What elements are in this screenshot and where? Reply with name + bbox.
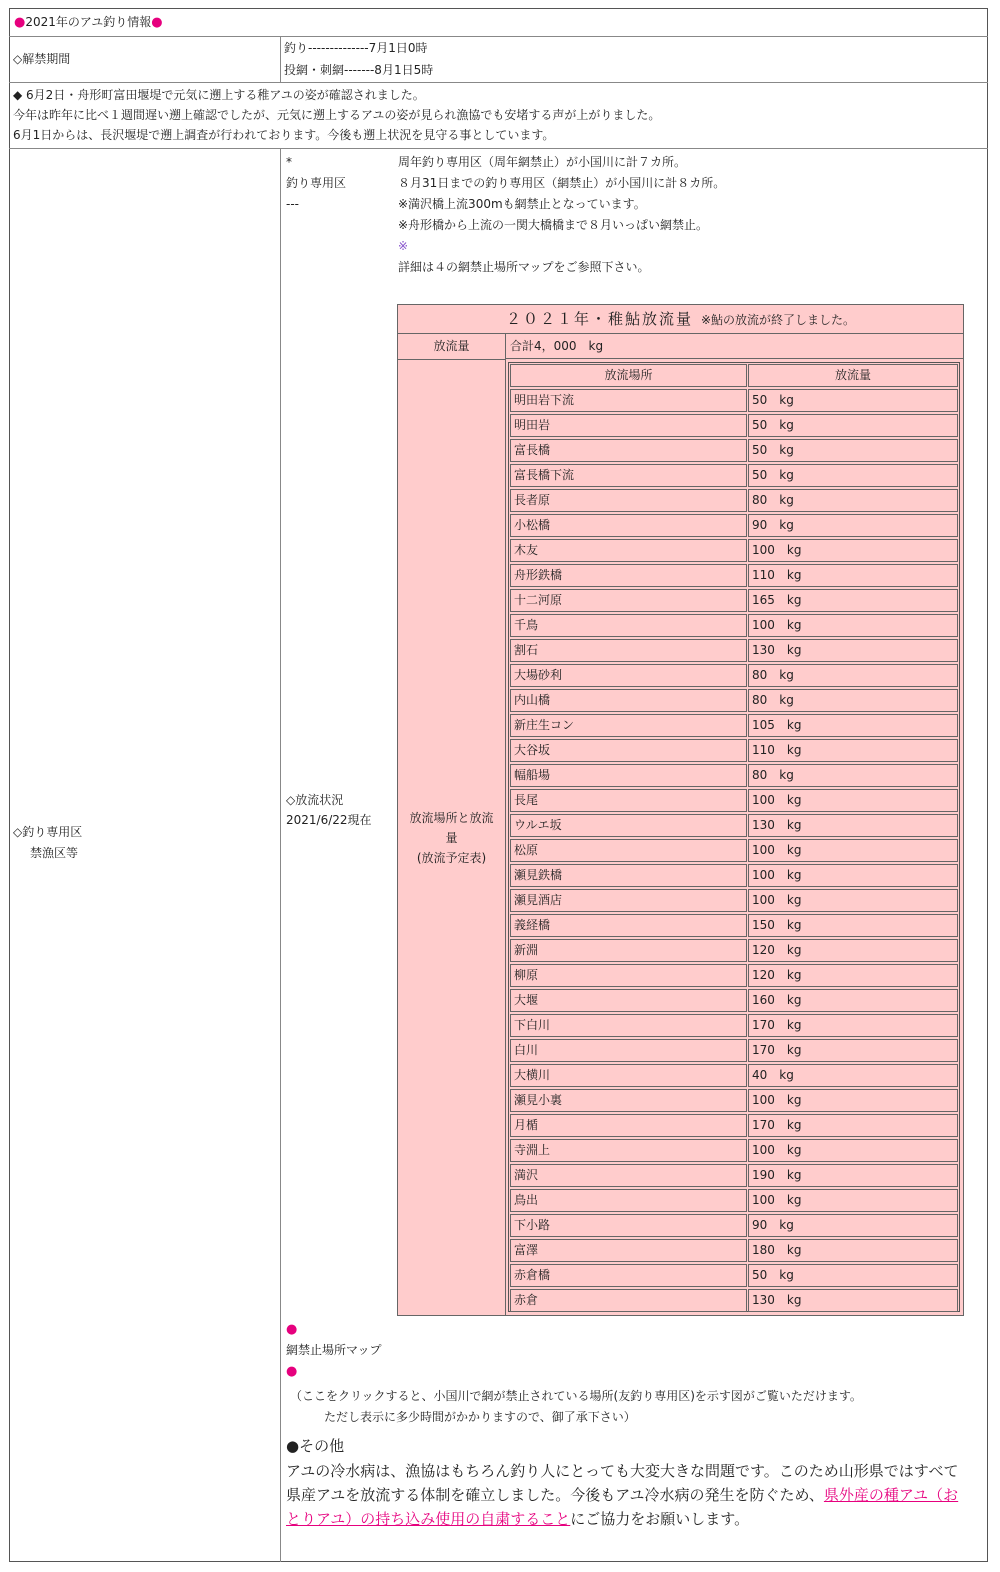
location-cell: 下白川 — [510, 1014, 747, 1037]
side-label-line: 量 — [445, 830, 458, 845]
stocking-table — [397, 304, 964, 1316]
table-row — [510, 489, 958, 512]
table-row — [510, 1164, 958, 1187]
other-text-end: にご協力をお願いします。 — [570, 1510, 750, 1528]
table-row — [510, 1064, 958, 1087]
location-cell: 瀬見小裏 — [510, 1089, 747, 1112]
location-cell: 月楯 — [510, 1114, 747, 1137]
release-status-date: 2021/6/22現在 — [286, 813, 372, 827]
table-row — [510, 889, 958, 912]
table-row — [510, 914, 958, 937]
stocking-title — [398, 305, 963, 334]
table-row — [510, 514, 958, 537]
amount-cell: 90 kg — [748, 514, 958, 537]
table-row — [510, 989, 958, 1012]
table-row — [510, 764, 958, 787]
amount-cell: 110 kg — [748, 739, 958, 762]
location-cell: 千鳥 — [510, 614, 747, 637]
location-cell: 瀬見鉄橋 — [510, 864, 747, 887]
location-cell: 長者原 — [510, 489, 747, 512]
amount-label: 放流量 — [398, 334, 506, 360]
amount-cell: 80 kg — [748, 689, 958, 712]
amount-cell: 160 kg — [748, 989, 958, 1012]
table-row — [510, 1189, 958, 1212]
location-cell: 松原 — [510, 839, 747, 862]
amount-cell: 100 kg — [748, 789, 958, 812]
location-cell: 新淵 — [510, 939, 747, 962]
stocking-title-text: ２０２１年・稚鮎放流量 — [505, 310, 693, 328]
location-cell: 明田岩 — [510, 414, 747, 437]
location-cell: 大堰 — [510, 989, 747, 1012]
side-label-line: (放流予定表) — [416, 850, 487, 865]
fishing-zone-line: 詳細は４の網禁止場所マップをご参照下さい。 — [398, 260, 650, 274]
amount-cell: 50 kg — [748, 1264, 958, 1287]
pink-dot-icon: ● — [286, 1322, 298, 1337]
location-cell: 富澤 — [510, 1239, 747, 1262]
amount-cell: 120 kg — [748, 939, 958, 962]
amount-cell: 170 kg — [748, 1014, 958, 1037]
amount-cell: 170 kg — [748, 1039, 958, 1062]
amount-cell: 80 kg — [748, 489, 958, 512]
table-row — [510, 1139, 958, 1162]
location-cell: 富長橋 — [510, 439, 747, 462]
amount-cell: 100 kg — [748, 614, 958, 637]
amount-cell: 190 kg — [748, 1164, 958, 1187]
amount-cell: 80 kg — [748, 764, 958, 787]
location-cell: 内山橋 — [510, 689, 747, 712]
season-fishing: 釣り--------------7月1日0時 — [284, 41, 428, 55]
location-cell: 白川 — [510, 1039, 747, 1062]
amount-cell: 110 kg — [748, 564, 958, 587]
table-row — [510, 1214, 958, 1237]
table-row — [510, 414, 958, 437]
table-row — [510, 689, 958, 712]
location-cell: 十二河原 — [510, 589, 747, 612]
location-cell: ウルエ坂 — [510, 814, 747, 837]
column-header-amount: 放流量 — [748, 364, 958, 387]
table-row — [510, 814, 958, 837]
location-cell: 大谷坂 — [510, 739, 747, 762]
table-row — [510, 389, 958, 412]
fishing-zone-dash: --- — [286, 197, 299, 211]
divider — [280, 36, 281, 83]
page-header — [14, 12, 163, 33]
amount-cell: 120 kg — [748, 964, 958, 987]
amount-cell: 130 kg — [748, 814, 958, 837]
other-heading: ●その他 — [286, 1437, 345, 1455]
amount-cell: 105 kg — [748, 714, 958, 737]
location-cell: 瀬見酒店 — [510, 889, 747, 912]
fishing-zone-line: 周年釣り専用区（周年網禁止）が小国川に計７カ所。 — [398, 155, 687, 169]
table-row — [510, 614, 958, 637]
amount-cell: 130 kg — [748, 1289, 958, 1312]
table-row — [510, 564, 958, 587]
map-note-line: （ここをクリックすると、小国川で網が禁止されている場所(友釣り専用区)を示す図がご覧いただけます。 — [290, 1389, 862, 1403]
pink-dot-icon: ● — [14, 15, 26, 30]
location-cell: 木友 — [510, 539, 747, 562]
location-cell: 大横川 — [510, 1064, 747, 1087]
amount-cell: 165 kg — [748, 589, 958, 612]
table-row — [510, 439, 958, 462]
amount-value: 合計4，000 kg — [506, 334, 963, 359]
table-row — [510, 739, 958, 762]
stocking-note: ※鮎の放流が終了しました。 — [700, 313, 856, 327]
season-label: ◇解禁期間 — [13, 52, 71, 66]
location-cell: 大場砂利 — [510, 664, 747, 687]
amount-cell: 180 kg — [748, 1239, 958, 1262]
table-row — [510, 1239, 958, 1262]
location-cell: 赤倉橋 — [510, 1264, 747, 1287]
amount-cell: 130 kg — [748, 639, 958, 662]
location-cell: 割石 — [510, 639, 747, 662]
amount-cell: 80 kg — [748, 664, 958, 687]
amount-cell: 100 kg — [748, 539, 958, 562]
table-row — [510, 1014, 958, 1037]
amount-cell: 50 kg — [748, 439, 958, 462]
table-row — [510, 714, 958, 737]
table-row — [510, 1264, 958, 1287]
table-row — [510, 964, 958, 987]
location-cell: 下小路 — [510, 1214, 747, 1237]
location-cell: 義経橋 — [510, 914, 747, 937]
table-header-row — [510, 364, 958, 387]
fishing-zone-line: ８月31日までの釣り専用区（網禁止）が小国川に計８カ所。 — [398, 176, 726, 190]
fishing-zone-star: * — [286, 155, 292, 169]
location-cell: 満沢 — [510, 1164, 747, 1187]
divider — [9, 148, 988, 149]
fishing-zone-label: 釣り専用区 — [286, 176, 347, 190]
table-row — [510, 789, 958, 812]
table-row — [510, 839, 958, 862]
amount-cell: 100 kg — [748, 839, 958, 862]
page-title: 2021年のアユ釣り情報 — [25, 15, 152, 29]
amount-cell: 50 kg — [748, 464, 958, 487]
location-cell: 柳原 — [510, 964, 747, 987]
amount-cell: 50 kg — [748, 414, 958, 437]
amount-cell: 100 kg — [748, 1089, 958, 1112]
other-text: アユの冷水病は、漁協はもちろん釣り人にとっても大変大きな問題です。このため山形県ではすべて県産アユを放流する体制を確立しました。今後もアユ冷水病の発生を防ぐため、 — [286, 1462, 959, 1504]
table-row — [510, 939, 958, 962]
column-header-location: 放流場所 — [510, 364, 747, 387]
table-row — [510, 464, 958, 487]
location-cell: 鳥出 — [510, 1189, 747, 1212]
amount-cell: 170 kg — [748, 1114, 958, 1137]
fishing-zone-line: ※舟形橋から上流の一関大橋橋まで８月いっぱい網禁止。 — [398, 218, 709, 232]
notice-line: 6月1日からは、長沢堰堤で遡上調査が行われております。今後も遡上状況を見守る事としています。 — [13, 128, 555, 142]
location-cell: 舟形鉄橋 — [510, 564, 747, 587]
release-status-label: ◇放流状況 — [286, 793, 344, 807]
table-row — [510, 1289, 958, 1312]
divider — [280, 148, 281, 1562]
location-cell: 新庄生コン — [510, 714, 747, 737]
fishing-zone-line: ※ — [398, 239, 409, 253]
map-link[interactable]: 網禁止場所マップ — [286, 1343, 382, 1357]
amount-cell: 90 kg — [748, 1214, 958, 1237]
amount-cell: 100 kg — [748, 864, 958, 887]
map-note-line: ただし表示に多少時間がかかりますので、御了承下さい） — [324, 1410, 636, 1424]
divider — [9, 36, 988, 37]
amount-cell: 150 kg — [748, 914, 958, 937]
amount-cell: 100 kg — [748, 1139, 958, 1162]
table-row — [510, 589, 958, 612]
notice-line: ◆ 6月2日・舟形町富田堰堤で元気に遡上する稚アユの姿が確認されました。 — [13, 88, 425, 102]
location-cell: 明田岩下流 — [510, 389, 747, 412]
other-paragraph — [286, 1459, 966, 1531]
location-cell: 幅船場 — [510, 764, 747, 787]
location-cell: 富長橋下流 — [510, 464, 747, 487]
table-row — [510, 664, 958, 687]
fishing-zone-line: ※満沢橋上流300mも網禁止となっています。 — [398, 197, 646, 211]
location-cell: 赤倉 — [510, 1289, 747, 1312]
amount-cell: 100 kg — [748, 889, 958, 912]
table-row — [510, 639, 958, 662]
table-row — [510, 1089, 958, 1112]
amount-cell: 50 kg — [748, 389, 958, 412]
location-cell: 長尾 — [510, 789, 747, 812]
stocking-side-label — [398, 360, 506, 1315]
pink-dot-icon: ● — [151, 15, 163, 30]
divider — [9, 82, 988, 83]
notice-line: 今年は昨年に比べ１週間遅い遡上確認でしたが、元気に遡上するアユの姿が見られ漁協でも安堵する声が上がりました。 — [13, 108, 661, 122]
location-cell: 小松橋 — [510, 514, 747, 537]
table-row — [510, 539, 958, 562]
table-row — [510, 864, 958, 887]
location-cell: 寺淵上 — [510, 1139, 747, 1162]
stocking-location-table — [508, 362, 960, 1312]
season-net: 投網・刺網-------8月1日5時 — [284, 63, 434, 77]
side-label-line: 放流場所と放流 — [409, 810, 494, 825]
amount-cell: 40 kg — [748, 1064, 958, 1087]
pink-dot-icon: ● — [286, 1364, 298, 1379]
amount-cell: 100 kg — [748, 1189, 958, 1212]
table-row — [510, 1114, 958, 1137]
section-label: ◇釣り専用区 — [13, 825, 83, 839]
table-row — [510, 1039, 958, 1062]
self-restraint-link[interactable]: 県外産の種アユ（おとりアユ）の持ち込み使用の自粛すること — [286, 1486, 959, 1528]
section-sublabel: 禁漁区等 — [30, 846, 79, 860]
